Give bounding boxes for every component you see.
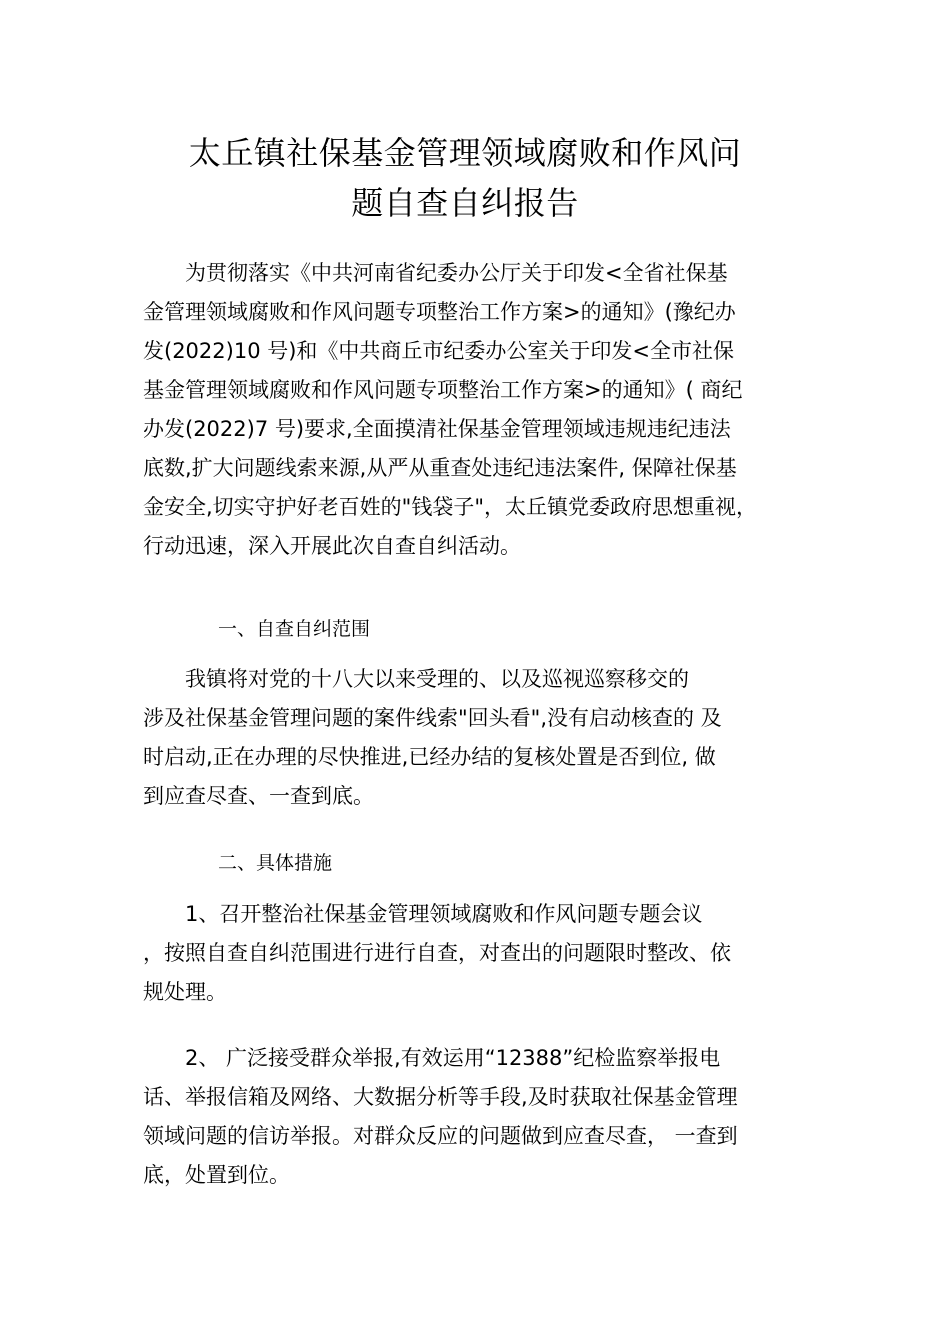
paragraph-line: ，按照自查自纠范围进行进行自查，对查出的问题限时整改、依	[143, 941, 731, 965]
measure-1-paragraph	[143, 895, 793, 1012]
title-line: 题自查自纠报告	[351, 184, 579, 222]
paragraph-line: 办发(2022)7 号)要求,全面摸清社保基金管理领域违规违纪违法	[143, 417, 731, 441]
paragraph-line: 时启动,正在办理的尽快推进,已经办结的复核处置是否到位, 做	[143, 745, 716, 769]
intro-paragraph	[143, 254, 793, 566]
paragraph-line: 1、召开整治社保基金管理领域腐败和作风问题专题会议	[143, 902, 703, 926]
paragraph-line: 基金管理领域腐败和作风问题专项整治工作方案>的通知》( 商纪	[143, 378, 743, 402]
paragraph-line: 底，处置到位。	[143, 1163, 290, 1187]
paragraph-line: 底数,扩大问题线索来源,从严从重查处违纪违法案件, 保障社保基	[143, 456, 737, 480]
paragraph-line: 话、举报信箱及网络、大数据分析等手段,及时获取社保基金管理	[143, 1085, 738, 1109]
title-line: 太丘镇社保基金管理领域腐败和作风问	[188, 134, 742, 172]
paragraph-line: 行动迅速，深入开展此次自查自纠活动。	[143, 534, 521, 558]
paragraph-line: 2、 广泛接受群众举报,有效运用“12388”纪检监察举报电	[143, 1046, 721, 1070]
measure-2-paragraph	[143, 1039, 793, 1195]
section-heading-measures: 二、具体措施	[218, 852, 333, 874]
scope-paragraph	[143, 660, 793, 816]
paragraph-line: 领域问题的信访举报。对群众反应的问题做到应查尽查， 一查到	[143, 1124, 738, 1148]
document-title	[120, 128, 810, 228]
paragraph-line: 金安全,切实守护好老百姓的"钱袋子"，太丘镇党委政府思想重视，	[143, 495, 757, 519]
paragraph-line: 涉及社保基金管理问题的案件线索"回头看",没有启动核查的 及	[143, 706, 722, 730]
section-heading-scope: 一、自查自纠范围	[218, 618, 371, 640]
paragraph-line: 我镇将对党的十八大以来受理的、以及巡视巡察移交的	[143, 667, 689, 691]
paragraph-line: 为贯彻落实《中共河南省纪委办公厅关于印发<全省社保基	[143, 261, 728, 285]
paragraph-line: 到应查尽查、一查到底。	[143, 784, 374, 808]
paragraph-line: 金管理领域腐败和作风问题专项整治工作方案>的通知》(豫纪办	[143, 300, 736, 324]
paragraph-line: 规处理。	[143, 980, 227, 1004]
paragraph-line: 发(2022)10 号)和《中共商丘市纪委办公室关于印发<全市社保	[143, 339, 735, 363]
